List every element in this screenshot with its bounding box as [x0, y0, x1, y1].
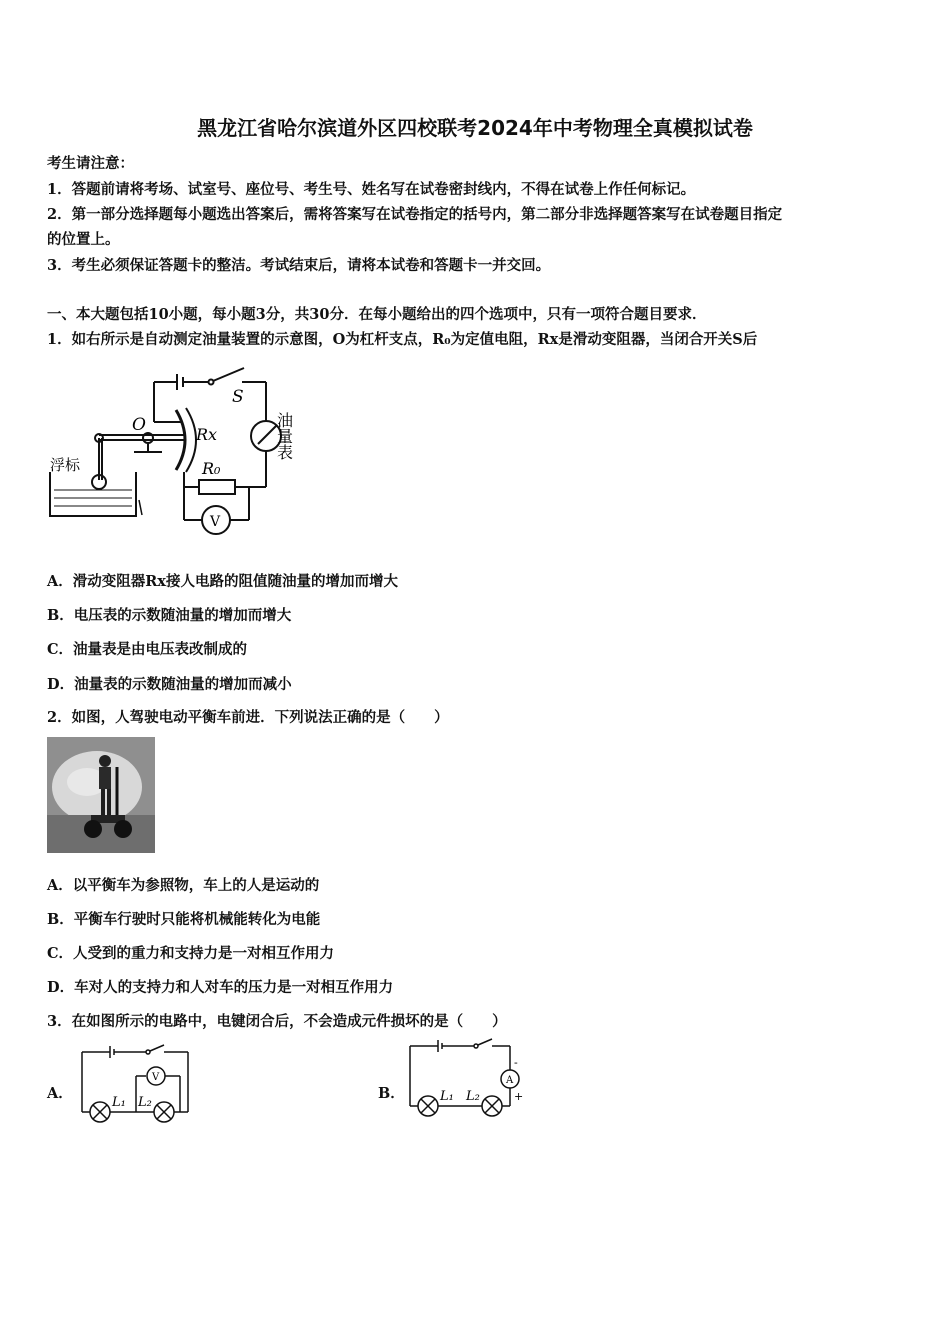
q2-option-b: B．平衡车行驶时只能将机械能转化为电能: [47, 911, 321, 928]
q3a-voltmeter-label: V: [152, 1072, 160, 1083]
q1-label-voltmeter: V: [210, 514, 221, 530]
page-title: 黑龙江省哈尔滨道外区四校联考2024年中考物理全真模拟试卷: [197, 116, 753, 140]
q2-option-d: D．车对人的支持力和人对车的压力是一对相互作用力: [47, 979, 394, 996]
q3-option-a-label: A．: [47, 1085, 73, 1102]
q3b-plus-label: +: [514, 1090, 524, 1103]
q3b-l2-label: L₂: [466, 1089, 480, 1104]
q3b-minus-label: -: [514, 1056, 518, 1069]
notice-item-3: 3．考生必须保证答题卡的整洁。考试结束后，请将本试卷和答题卡一并交回。: [47, 257, 551, 274]
q2-option-c: C．人受到的重力和支持力是一对相互作用力: [47, 945, 335, 962]
q3b-l1-label: L₁: [440, 1089, 454, 1104]
q3-option-b-label: B．: [378, 1085, 405, 1102]
q1-label-switch: S: [232, 387, 244, 407]
q3a-l2-label: L₂: [138, 1095, 152, 1110]
q2-balance-scooter-photo: [47, 737, 155, 853]
q3b-ammeter-label: A: [506, 1075, 514, 1086]
q1-option-b: B．电压表的示数随油量的增加而增大: [47, 607, 292, 624]
notice-item-2-cont: 的位置上。: [47, 231, 120, 248]
notice-item-1: 1．答题前请将考场、试室号、座位号、考生号、姓名写在试卷密封线内，不得在试卷上作任何标记。: [47, 181, 696, 198]
q1-stem: 1．如右所示是自动测定油量装置的示意图，O为杠杆支点，R₀为定值电阻，Rx是滑动变阻器，当闭合开关S后: [47, 331, 758, 348]
q1-option-c: C．油量表是由电压表改制成的: [47, 641, 248, 658]
q3-circuit-a: [76, 1042, 212, 1126]
q1-option-d: D．油量表的示数随油量的增加而减小: [47, 676, 292, 693]
q3-stem: 3．在如图所示的电路中，电键闭合后，不会造成元件损坏的是（ ）: [47, 1013, 507, 1030]
q1-label-pivot: O: [132, 415, 146, 435]
notice-heading: 考生请注意：: [47, 155, 134, 172]
q1-label-rx: Rx: [196, 425, 218, 444]
notice-item-2: 2．第一部分选择题每小题选出答案后，需将答案写在试卷指定的括号内，第二部分非选择题答案写在试卷题目指定: [47, 206, 783, 223]
q2-option-a: A．以平衡车为参照物，车上的人是运动的: [47, 877, 320, 894]
section-heading: 一、本大题包括10小题，每小题3分，共30分．在每小题给出的四个选项中，只有一项符合题目要求．: [47, 306, 707, 323]
q3a-l1-label: L₁: [112, 1095, 126, 1110]
q2-stem: 2．如图，人驾驶电动平衡车前进．下列说法正确的是（ ）: [47, 709, 449, 726]
q3-circuit-b: [404, 1036, 534, 1120]
q1-label-r0: R₀: [202, 459, 221, 478]
q1-label-float: 浮标: [50, 456, 81, 474]
q1-label-gauge: 油量表: [274, 412, 294, 460]
q1-oil-gauge-diagram: [44, 360, 314, 535]
q1-option-a: A．滑动变阻器Rx接人电路的阻值随油量的增加而增大: [47, 573, 398, 590]
